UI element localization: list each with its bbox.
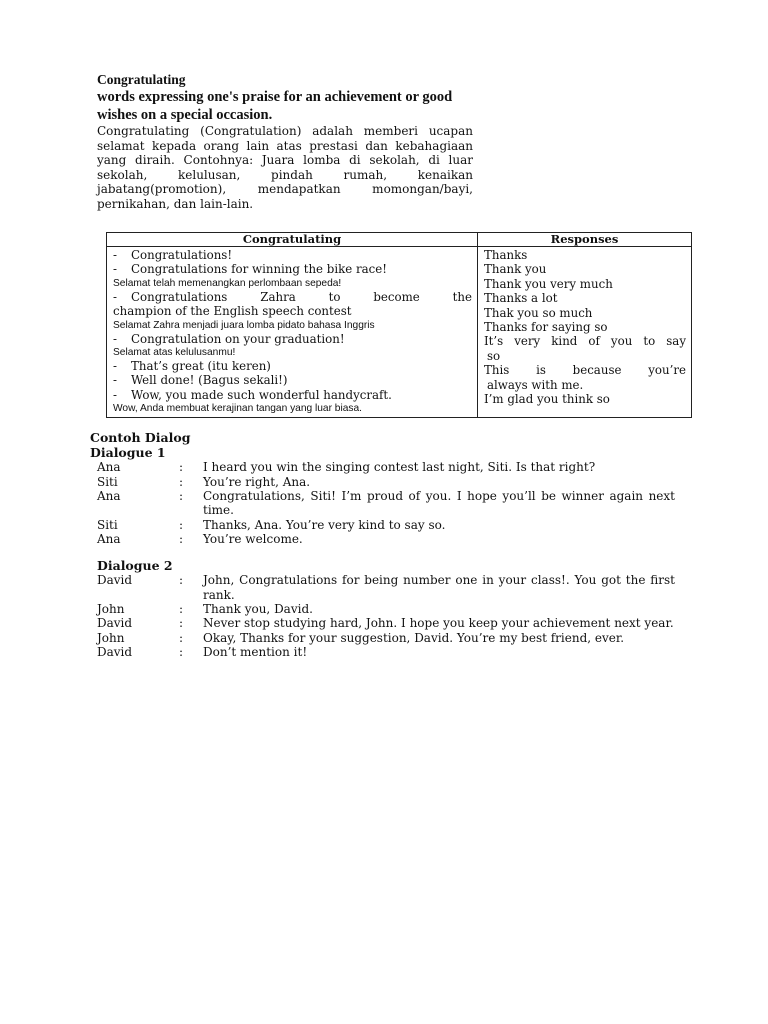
speaker-name: John [97, 602, 125, 617]
speaker-colon: : [179, 517, 184, 532]
speaker-colon: : [179, 630, 184, 645]
dialogue-line [97, 489, 675, 518]
speaker-name: David [97, 616, 133, 631]
list-dash: - [113, 289, 117, 304]
response-item: It’s very kind of you to say [484, 334, 686, 349]
dialogue-title: Dialogue 1 [90, 444, 166, 460]
list-dash: - [113, 387, 117, 402]
intro-paragraph: Congratulating (Congratulation) adalah memberi ucapan selamat kepada orang lain atas prestasi dan kebahagiaan yang diraih. Contohnya: Juara lomba di sekolah, di luar sekolah, kelulusan, pindah rumah, kenaikan jabatang(promotion), mendapatkan momongan/bayi, pernikahan, dan lain-lain. [97, 124, 473, 211]
response-item: Thank you [484, 262, 547, 277]
speaker-colon: : [179, 602, 184, 617]
expression-text: Well done! (Bagus sekali!) [131, 373, 288, 388]
table-body-row [107, 247, 692, 418]
speaker-colon: : [179, 474, 184, 489]
expressions-table [106, 232, 692, 418]
speaker-colon: : [179, 645, 184, 660]
intro-heading: Congratulating [97, 72, 186, 87]
congratulating-cell [107, 247, 478, 418]
dialogue-line [97, 475, 675, 489]
expression-item [113, 262, 472, 276]
speaker-colon: : [179, 573, 184, 588]
speaker-name: David [97, 573, 133, 588]
expression-translation: Selamat telah memenangkan perlombaan sepeda! [113, 277, 342, 289]
dialogue-line [97, 631, 675, 645]
expression-item [113, 359, 472, 373]
response-item-continued: so [487, 348, 501, 363]
expression-translation: Selamat Zahra menjadi juara lomba pidato bahasa Inggris [113, 319, 375, 331]
dialogue-2 [90, 559, 675, 660]
expression-text: Congratulations Zahra to become the [131, 289, 472, 304]
expression-text: Congratulations for winning the bike race! [131, 262, 387, 277]
table-header-row [107, 233, 692, 247]
dialogue-line [97, 532, 675, 546]
response-item: I’m glad you think so [484, 392, 610, 407]
utterance: Okay, Thanks for your suggestion, David. You’re my best friend, ever. [203, 630, 625, 645]
expression-text: Congratulations! [131, 248, 233, 262]
speaker-colon: : [179, 616, 184, 631]
expression-text: That’s great (itu keren) [131, 359, 271, 374]
list-dash: - [113, 373, 117, 388]
utterance: Never stop studying hard, John. I hope you keep your achievement next year. [203, 616, 674, 631]
dialogue-title-wrap [97, 559, 675, 574]
dialogue-line [97, 645, 675, 659]
response-item: Thanks for saying so [484, 320, 608, 335]
speaker-colon: : [179, 532, 184, 547]
utterance: Don’t mention it! [203, 645, 308, 660]
utterance: Thanks, Ana. You’re very kind to say so. [203, 517, 446, 532]
speaker-name: Ana [97, 532, 121, 547]
dialogue-lines [97, 460, 675, 546]
response-item: Thanks a lot [484, 291, 558, 306]
speaker-name: Siti [97, 474, 118, 489]
response-item: Thank you very much [484, 276, 613, 291]
dialogue-1 [90, 446, 675, 547]
dialogue-line [97, 460, 675, 474]
expression-text-continued: champion of the English speech contest [113, 304, 352, 319]
speaker-name: Ana [97, 489, 121, 503]
response-item: Thak you so much [484, 305, 593, 320]
utterance: You’re right, Ana. [203, 474, 311, 489]
speaker-colon: : [179, 489, 184, 503]
list-dash: - [113, 248, 117, 262]
intro-section [97, 72, 473, 212]
utterance: John, Congratulations for being number one in your class!. You got the first rank. [203, 573, 675, 602]
utterance: You’re welcome. [203, 532, 303, 547]
dialog-section-heading: Contoh Dialog [90, 430, 191, 445]
dialog-section [90, 431, 675, 660]
list-dash: - [113, 262, 117, 277]
speaker-name: Ana [97, 460, 121, 475]
dialogue-title: Dialogue 2 [97, 557, 173, 573]
expression-item [113, 373, 472, 387]
expression-translation: Selamat atas kelulusanmu! [113, 347, 236, 359]
dialogue-line [97, 518, 675, 532]
header-responses: Responses [478, 233, 692, 247]
expression-item [113, 290, 472, 304]
speaker-name: John [97, 630, 125, 645]
dialogue-lines [97, 573, 675, 659]
utterance: Congratulations, Siti! I’m proud of you. I hope you’ll be winner again next time. [203, 489, 675, 518]
speaker-colon: : [179, 460, 184, 475]
expression-text: Congratulation on your graduation! [131, 331, 345, 346]
dialogue-line [97, 616, 675, 630]
dialogue-line [97, 573, 675, 602]
header-congratulating: Congratulating [107, 233, 478, 247]
expression-text: Wow, you made such wonderful handycraft. [131, 387, 392, 402]
list-dash: - [113, 331, 117, 346]
expression-item [113, 388, 472, 402]
list-dash: - [113, 359, 117, 374]
response-item: Thanks [484, 248, 528, 262]
response-item: This is because you’re [484, 363, 686, 378]
speaker-name: David [97, 645, 133, 660]
utterance: Thank you, David. [203, 602, 313, 617]
expression-item [113, 248, 472, 262]
intro-definition: words expressing one's praise for an achievement or good wishes on a special occasion. [97, 89, 453, 123]
utterance: I heard you win the singing contest last night, Siti. Is that right? [203, 460, 596, 475]
dialogue-line [97, 602, 675, 616]
responses-cell [478, 247, 692, 418]
expression-item [113, 332, 472, 346]
speaker-name: Siti [97, 517, 118, 532]
expression-translation: Wow, Anda membuat kerajinan tangan yang luar biasa. [113, 403, 362, 415]
response-item-continued: always with me. [487, 377, 584, 392]
